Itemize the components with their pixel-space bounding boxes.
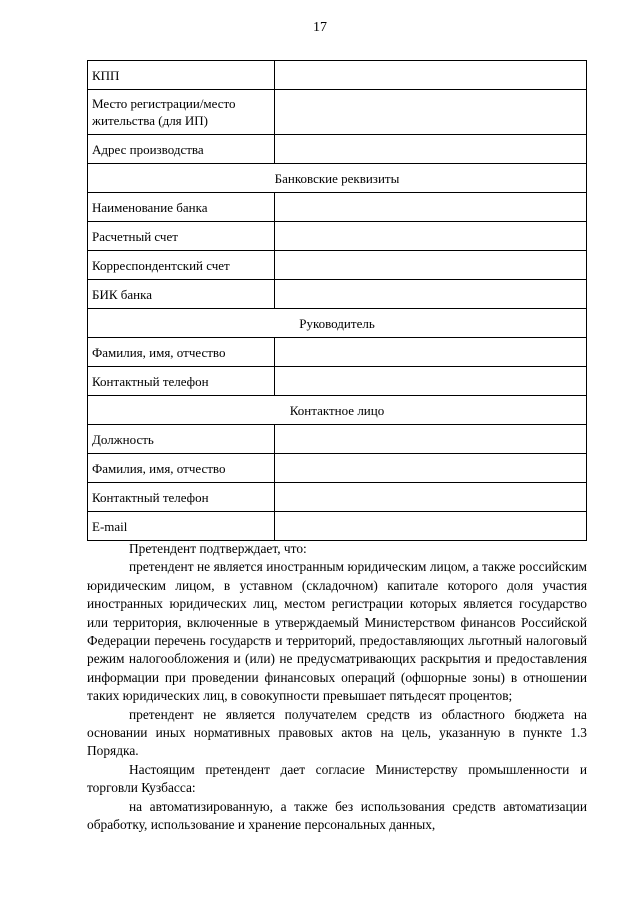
table-row [88,222,587,251]
head-section-heading: Руководитель [88,309,587,338]
contact-full-name-value-cell[interactable] [275,454,587,483]
table-row [88,135,587,164]
head-phone-value-cell[interactable] [275,367,587,396]
contact-person-section-heading: Контактное лицо [88,396,587,425]
applicant-details-table [87,60,587,541]
table-row [88,90,587,135]
kpp-label: КПП [88,61,275,90]
table-row [88,338,587,367]
not-budget-recipient-paragraph: претендент не является получателем средств из областного бюджета на основании иных нормативных правовых актов на цель, указанную в пункте 1.3 Порядка. [87,706,587,759]
contact-email-value-cell[interactable] [275,512,587,541]
table-row [88,280,587,309]
declaration-text [87,540,587,835]
bank-name-label: Наименование банка [88,193,275,222]
head-full-name-value-cell[interactable] [275,338,587,367]
bank-details-section-heading: Банковские реквизиты [88,164,587,193]
head-phone-label: Контактный телефон [88,367,275,396]
correspondent-account-label: Корреспондентский счет [88,251,275,280]
bik-value-cell[interactable] [275,280,587,309]
table-row [88,61,587,90]
contact-position-value-cell[interactable] [275,425,587,454]
not-foreign-entity-paragraph: претендент не является иностранным юридическим лицом, а также российским юридическим лицом, в уставном (складочном) капитале которого доля участия иностранных юридических лиц, местом регистрации которых является государство или территория, включенные в утверждаемый Министерством финансов Российской Федерации перечень государств и территорий, предоставляющих льготный налоговый режим налогообложения и (или) не предусматривающих раскрытия и предоставления информации при проведении финансовых операций (офшорные зоны) в отношении таких юридических лиц, в совокупности превышает пятьдесят процентов; [87,559,587,704]
table-row [88,367,587,396]
registration-place-value-cell[interactable] [275,90,587,135]
contact-email-label: E-mail [88,512,275,541]
bank-name-value-cell[interactable] [275,193,587,222]
contact-full-name-label: Фамилия, имя, отчество [88,454,275,483]
table-row [88,193,587,222]
section-row [88,396,587,425]
registration-place-label: Место регистрации/место жительства (для ИП) [88,90,275,135]
table-row [88,454,587,483]
bik-label: БИК банка [88,280,275,309]
personal-data-consent-paragraph: на автоматизированную, а также без использования средств автоматизации обработку, использование и хранение персональных данных, [87,798,587,833]
section-row [88,309,587,338]
kpp-value-cell[interactable] [275,61,587,90]
contact-phone-value-cell[interactable] [275,483,587,512]
contact-position-label: Должность [88,425,275,454]
declaration-intro-paragraph: Претендент подтверждает, что: [129,541,307,556]
correspondent-account-value-cell[interactable] [275,251,587,280]
consent-intro-paragraph: Настоящим претендент дает согласие Министерству промышленности и торговли Кузбасса: [87,761,587,796]
section-row [88,164,587,193]
table-row [88,483,587,512]
page-number: 17 [313,20,327,35]
head-full-name-label: Фамилия, имя, отчество [88,338,275,367]
production-address-value-cell[interactable] [275,135,587,164]
table-row [88,425,587,454]
table-row [88,512,587,541]
table-row [88,251,587,280]
contact-phone-label: Контактный телефон [88,483,275,512]
settlement-account-label: Расчетный счет [88,222,275,251]
settlement-account-value-cell[interactable] [275,222,587,251]
production-address-label: Адрес производства [88,135,275,164]
